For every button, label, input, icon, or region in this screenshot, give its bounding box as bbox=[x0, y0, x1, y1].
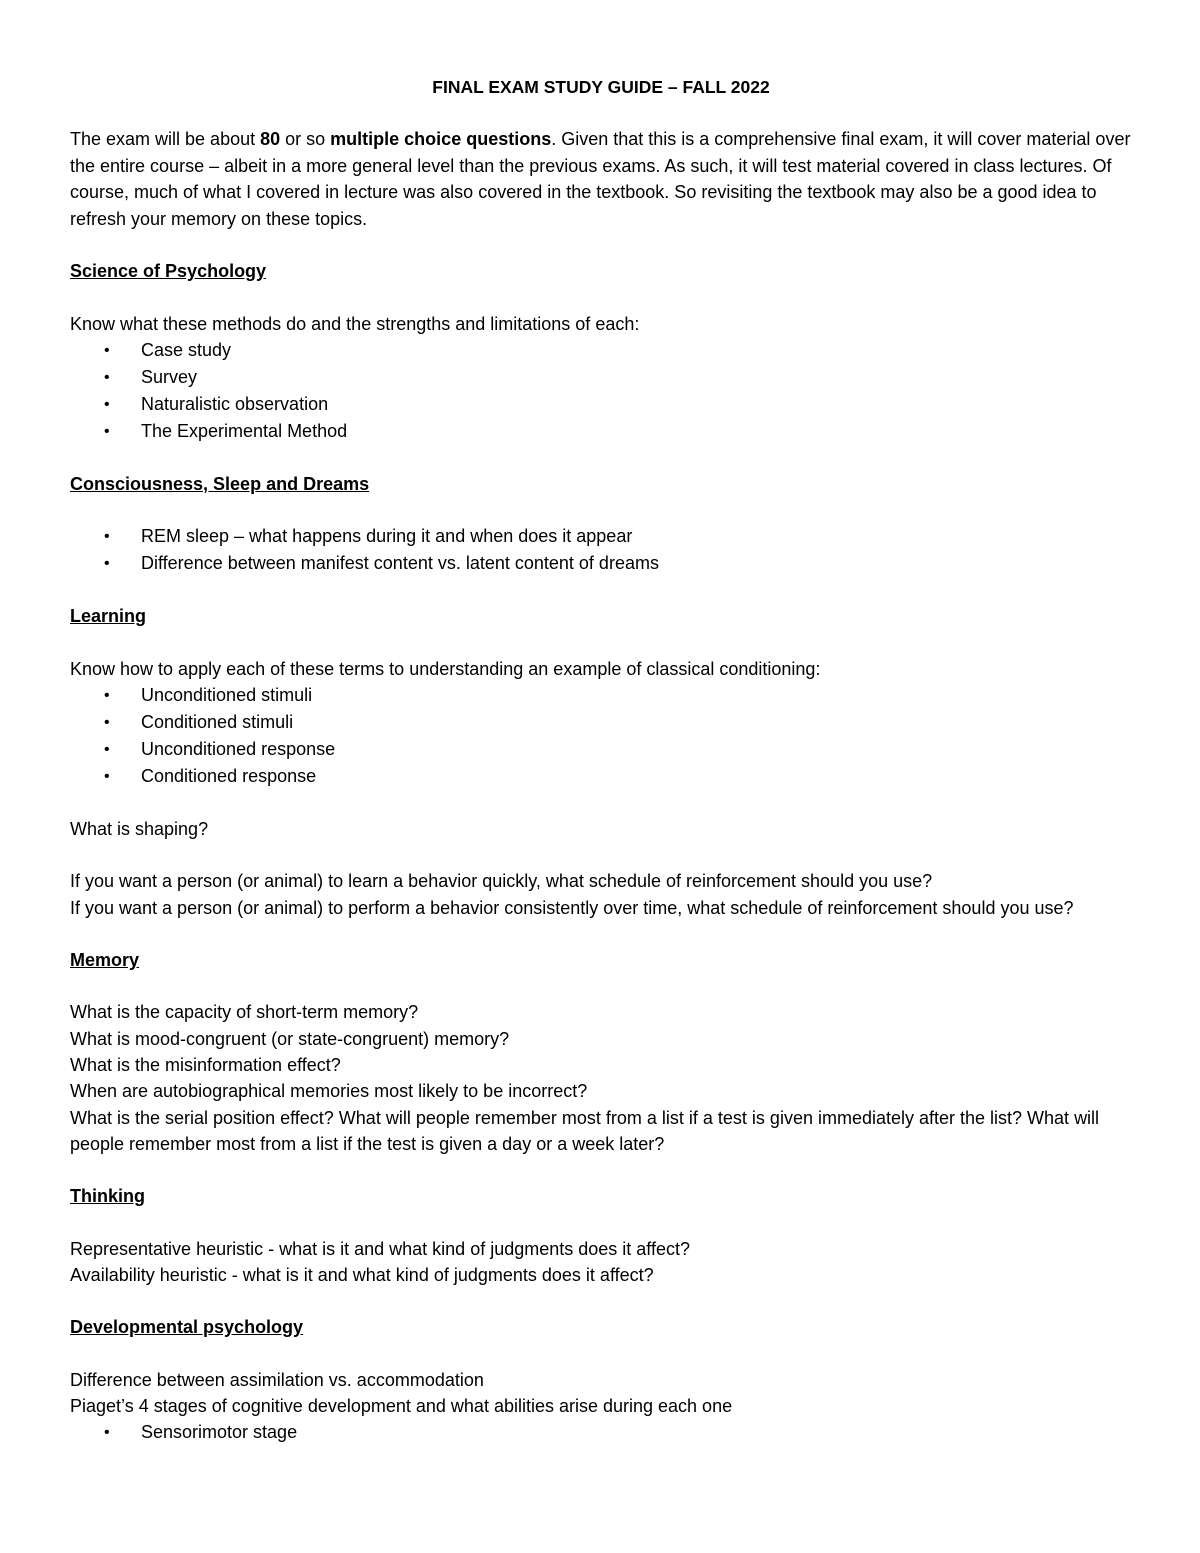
developmental-question: Difference between assimilation vs. accommodation bbox=[70, 1369, 484, 1390]
list-item: • Conditioned response bbox=[70, 763, 1132, 790]
memory-question: What is the serial position effect? What will people remember most from a list if a test is given immediately after the list? What will people remember most from a list if the test is given a day or a week later? bbox=[70, 1107, 1100, 1154]
consciousness-list bbox=[70, 523, 1132, 577]
memory-question: What is mood-congruent (or state-congruent) memory? bbox=[70, 1028, 510, 1049]
bullet-icon: • bbox=[104, 341, 110, 359]
intro-question-count: 80 bbox=[260, 129, 281, 149]
bullet-icon: • bbox=[104, 768, 110, 786]
bullet-icon: • bbox=[104, 422, 110, 440]
memory-question: When are autobiographical memories most likely to be incorrect? bbox=[70, 1081, 588, 1102]
learning-lead: Know how to apply each of these terms to understanding an example of classical conditioning: bbox=[70, 658, 821, 679]
bullet-icon: • bbox=[104, 1424, 110, 1442]
bullet-icon: • bbox=[104, 528, 110, 546]
intro-question-type: multiple choice questions bbox=[330, 129, 552, 149]
developmental-question: Piaget’s 4 stages of cognitive development and what abilities arise during each one bbox=[70, 1396, 733, 1417]
bullet-icon: • bbox=[104, 395, 110, 413]
list-item: • REM sleep – what happens during it and when does it appear bbox=[70, 523, 1132, 550]
intro-paragraph bbox=[70, 126, 1132, 232]
bullet-icon: • bbox=[104, 555, 110, 573]
section-heading-science: Science of Psychology bbox=[70, 261, 267, 281]
bullet-icon: • bbox=[104, 687, 110, 705]
intro-text-pre: The exam will be about bbox=[70, 129, 261, 149]
document-title: FINAL EXAM STUDY GUIDE – FALL 2022 bbox=[432, 77, 770, 97]
list-item: • Naturalistic observation bbox=[70, 391, 1132, 418]
list-item: • Sensorimotor stage bbox=[70, 1419, 1132, 1446]
science-lead: Know what these methods do and the strengths and limitations of each: bbox=[70, 313, 640, 334]
list-item: • Unconditioned stimuli bbox=[70, 682, 1132, 709]
memory-question: What is the capacity of short-term memory? bbox=[70, 1002, 419, 1023]
list-item: • Difference between manifest content vs. latent content of dreams bbox=[70, 550, 1132, 577]
section-heading-memory: Memory bbox=[70, 949, 140, 970]
memory-question: What is the misinformation effect? bbox=[70, 1055, 341, 1076]
list-item: • The Experimental Method bbox=[70, 418, 1132, 445]
list-item: • Conditioned stimuli bbox=[70, 709, 1132, 736]
thinking-question: Availability heuristic - what is it and what kind of judgments does it affect? bbox=[70, 1265, 654, 1286]
science-methods-list bbox=[70, 337, 1132, 445]
study-guide bbox=[70, 74, 1132, 1472]
list-item: • Unconditioned response bbox=[70, 736, 1132, 763]
intro-text-mid: or so bbox=[280, 129, 331, 149]
bullet-icon: • bbox=[104, 741, 110, 759]
bullet-icon: • bbox=[104, 368, 110, 386]
list-item: • Survey bbox=[70, 364, 1132, 391]
learning-reinforcement-question-1: If you want a person (or animal) to learn a behavior quickly, what schedule of reinforcement should you use? bbox=[70, 871, 933, 892]
bullet-icon: • bbox=[104, 714, 110, 732]
learning-shaping-question: What is shaping? bbox=[70, 819, 209, 840]
section-heading-developmental: Developmental psychology bbox=[70, 1317, 304, 1338]
learning-terms-list bbox=[70, 682, 1132, 790]
section-heading-learning: Learning bbox=[70, 606, 147, 627]
intro-text-post: . Given that this is a comprehensive final exam, it will cover material over the entire course – albeit in a more general level than the previous exams. As such, it will test material covered in class lectures. Of course, much of what I covered in lecture was also covered in the textbook. So revisiting the textbook may also be a good idea to refresh your memory on these topics. bbox=[70, 129, 1131, 229]
section-heading-thinking: Thinking bbox=[70, 1186, 145, 1207]
piaget-stages-list bbox=[70, 1419, 1132, 1446]
section-heading-consciousness: Consciousness, Sleep and Dreams bbox=[70, 473, 370, 494]
list-item: • Case study bbox=[70, 337, 1132, 364]
thinking-question: Representative heuristic - what is it and what kind of judgments does it affect? bbox=[70, 1238, 690, 1259]
learning-reinforcement-question-2: If you want a person (or animal) to perform a behavior consistently over time, what schedule of reinforcement should you use? bbox=[70, 897, 1074, 918]
